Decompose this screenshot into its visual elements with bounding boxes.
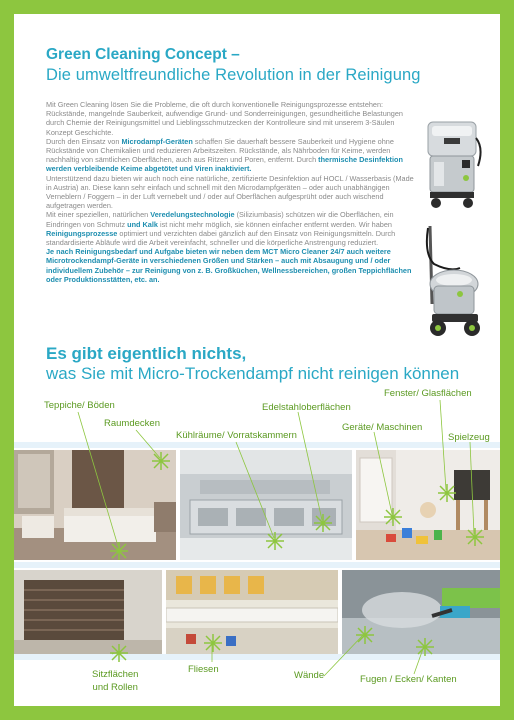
label-teppiche: Teppiche/ Böden [44,400,115,411]
intro-paragraph-1: Mit Green Cleaning lösen Sie die Probleme, die oft durch konventionelle Reinigungsprozesse entstehen: Rückstände, mangelnde Sauberkeit, aufwendige Grund- und Sonderreinigungen, gesundheitliche Belastungen durch Chemie der Reinigungsmittel und Lieblingsschmutzecken der Kontrolleure sind mit unserem 3-Säulen Konzept Geschichte. [46,100,403,137]
page-subtitle: Die umweltfreundliche Revolution in der Reinigung [46,66,421,84]
section-subtitle: was Sie mit Micro-Trockendampf nicht reinigen können [46,364,460,383]
text-run: Durch den Einsatz von [46,136,122,146]
label-sitzflaechen-line-2: und Rollen [92,682,138,693]
label-waende: Wände [294,670,325,681]
label-geraete: Geräte/ Maschinen [342,422,423,433]
text-run-bold: Reinigungsprozesse [46,228,118,238]
label-spielzeug: Spielzeug [448,432,490,443]
label-kuehlraeume: Kühlräume/ Vorratskammern [176,430,297,441]
text-run: schaffen Sie dauerhaft bessere Sauberkeit und Hygiene ohne Rückstände von Chemikalien und reduzieren Arbeitszeiten. Rückstände, als Nährboden für Keime, werden nachhaltig von sämtlichen Oberflächen, auch aus Ritzen und Poren, entfernt. Durch [46,136,394,165]
label-sitzflaechen-line-1: Sitzflächen [92,669,139,680]
label-fenster: Fenster/ Glasflächen [384,388,472,399]
text-run: optimiert und verzichten dabei gänzlich auf den Einsatz von Reinigungsmitteln. Durch standardisierte Abläufe wird die Arbeit vereinfacht, schneller und die körperliche Anstrengung reduziert. [46,228,396,248]
pointer-lines [14,14,500,706]
page-title: Green Cleaning Concept – [46,46,240,63]
brochure-page [14,14,500,706]
label-sitzflaechen [92,668,138,694]
section-title: Es gibt eigentlich nichts, [46,344,247,363]
text-run: Mit einer speziellen, natürlichen [46,210,151,220]
text-run-bold: Veredelungstechnologie [150,210,235,220]
intro-paragraph-5: Je nach Reinigungsbedarf und Aufgabe bieten wir neben dem MCT Micro Cleaner 24/7 auch weitere Microtrockendampf-Geräte in verschiedenen Größen und Stärken – auch mit Absaugung und / oder individuellem Zubehör – zur Reinigung von z. B. Großküchen, Wellnessbereichen, großen Teppichflächen oder Produktionsstätten, etc. an. [46,247,412,284]
text-run-bold: und Kalk [127,219,158,229]
text-run: ist nicht mehr möglich, sie können einfacher entfernt werden. Wir haben [157,219,392,229]
label-fugen: Fugen / Ecken/ Kanten [360,674,457,685]
label-edelstahl: Edelstahloberflächen [262,402,351,413]
label-fliesen: Fliesen [188,664,219,675]
label-raumdecken: Raumdecken [104,418,160,429]
intro-paragraph-3: Unterstützend dazu bieten wir auch noch eine natürliche, zertifizierte Desinfektion auf HOCL / Wasserbasis (Made in Austria) an. Diese kann sehr einfach und schnell mit den Microdampfgeräten – oder auch unabhängigen Verneblern / Foggern – in der Luft vernebelt und / oder auf Oberflächen aufgesprüht oder auch wischend aufgetragen werden. [46,173,414,211]
text-run-bold: thermische Desinfektion werden verbleibende Keime abgetötet und Viren inaktiviert. [46,155,403,174]
text-run: (Siliziumbasis) schützen wir die Oberflächen, ein Eindringen von Schmutz [46,210,394,229]
text-run-bold: Microdampf-Geräten [121,136,193,146]
